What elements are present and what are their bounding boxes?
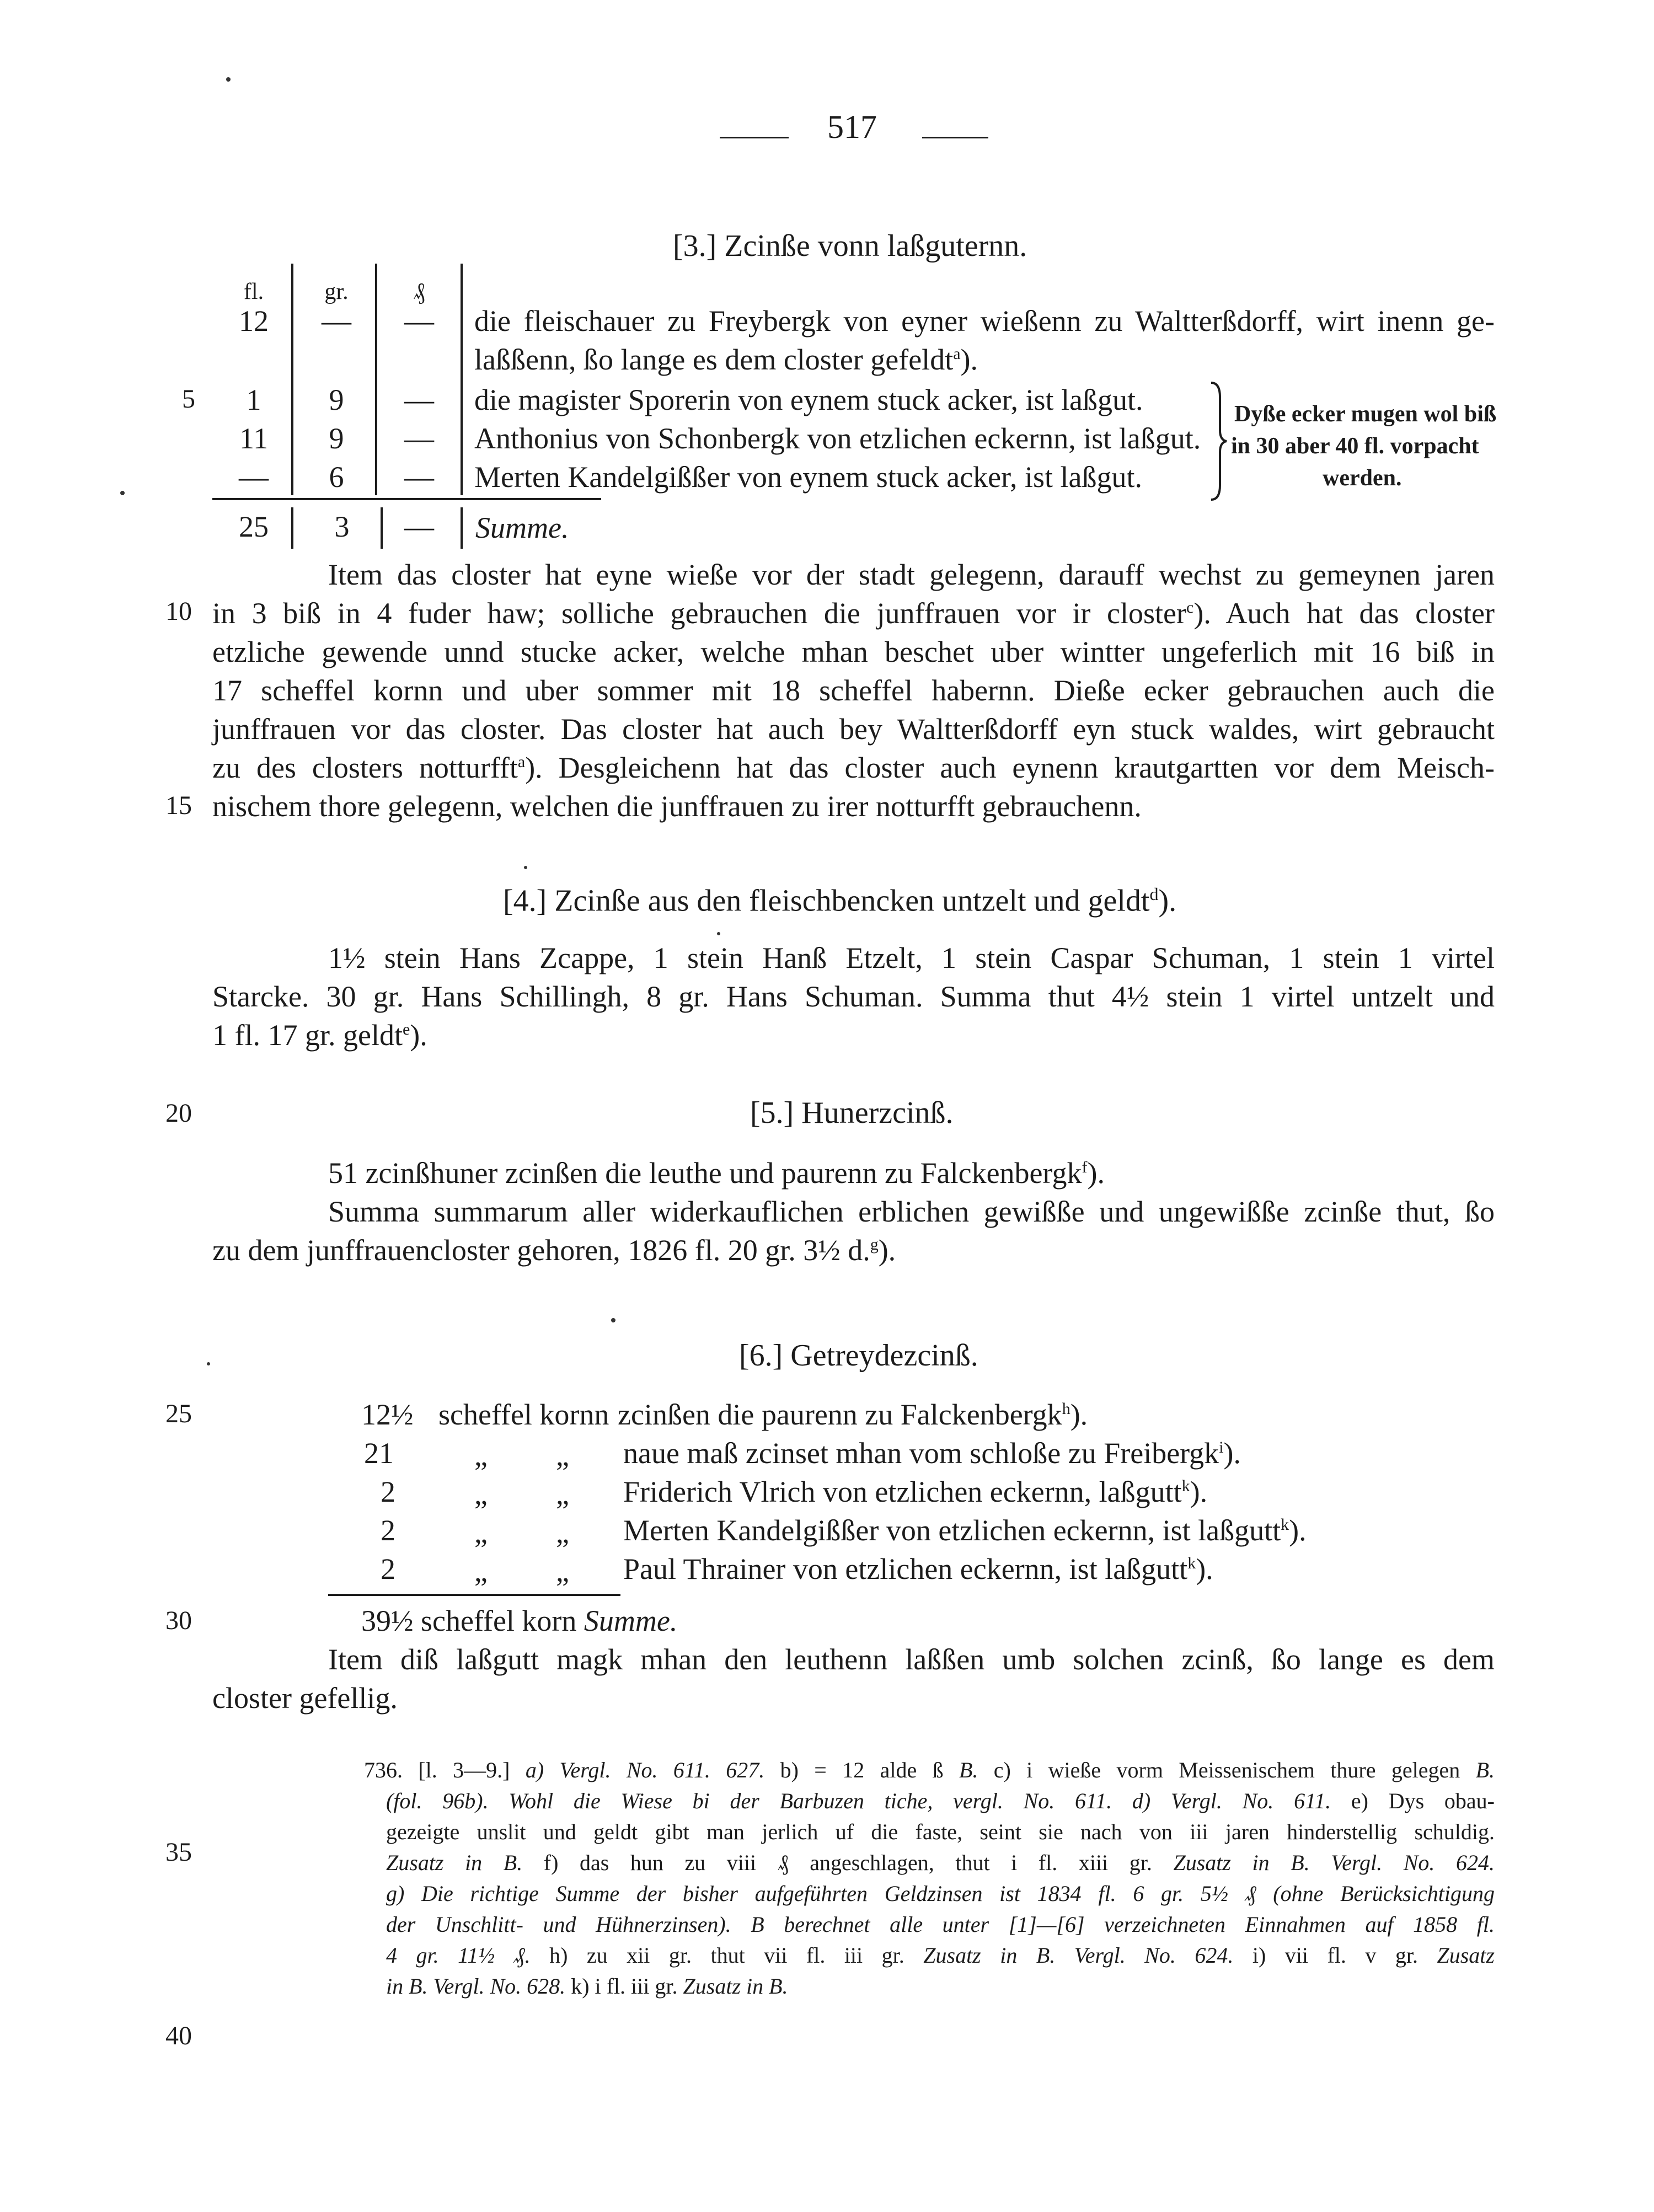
section-6-title: [6.] Getreydezcinß.	[739, 1338, 978, 1373]
row-4-text: Merten Kandelgißßer von eynem stuck acker, ist laßgut.	[474, 460, 1142, 494]
grain-row-2-ditto-1: „	[474, 1439, 488, 1472]
footnote-line	[386, 1945, 1495, 1967]
table-rule-1	[291, 264, 293, 495]
table-rule-2	[375, 264, 377, 495]
line-number-40: 40	[165, 2021, 192, 2050]
section-4-line-3: 1 fl. 17 gr. geldt$^e$).	[212, 1019, 427, 1052]
line-number-30: 30	[165, 1606, 192, 1635]
footnote-line	[386, 1883, 1495, 1905]
footnote-segment: Zusatz in B. Vergl. No. 624.	[1173, 1850, 1495, 1875]
para-3-line-7: nischem thore gelegenn, welchen die junffrauen zu irer notturfft gebrauchenn.	[212, 790, 1142, 823]
row-2-text: die magister Sporerin von eynem stuck acker, ist laßgut.	[474, 383, 1143, 416]
grain-row-4-ditto-2: „	[556, 1516, 569, 1549]
right-brace-icon	[1208, 381, 1230, 502]
row-4-fl: —	[239, 460, 269, 494]
grain-row-1-text: zcinßen die paurenn zu Falckenbergk$^h$).	[618, 1398, 1088, 1431]
footnote-line	[386, 1790, 1495, 1812]
table-rule-sum-2	[381, 507, 383, 549]
section-6-para-line-1: Item diß laßgutt magk mhan den leuthenn laßßen umb solchen zcinß, ßo lange es dem	[328, 1643, 1495, 1676]
sum-fl: 25	[239, 510, 269, 543]
line-number-15: 15	[165, 791, 192, 820]
speck	[207, 1362, 210, 1365]
page-number: 517	[827, 109, 877, 145]
header-rule-left	[720, 137, 789, 138]
row-1-text-line-1: die fleischauer zu Freybergk von eyner wießenn zu Waltterßdorff, wirt inenn ge-	[474, 304, 1495, 338]
grain-row-3-text: Friderich Vlrich von etzlichen eckernn, laßgutt$^k$).	[623, 1475, 1208, 1508]
grain-row-4-text: Merten Kandelgißßer von etzlichen eckernn, ist laßgutt$^k$).	[623, 1514, 1307, 1547]
speck	[717, 932, 720, 935]
side-note-line-2: in 30 aber 40 fl. vorpacht	[1231, 433, 1479, 459]
table-rule-sum-1	[291, 507, 293, 549]
footnote-line	[386, 1914, 1495, 1936]
row-1-gr: —	[322, 304, 351, 338]
grain-row-3-ditto-2: „	[556, 1477, 569, 1511]
footnote-segment: in B. Vergl. No. 628.	[386, 1974, 566, 1999]
row-2-d: —	[404, 383, 434, 416]
grain-sum: 39½ scheffel korn Summe.	[361, 1604, 678, 1637]
grain-row-5-qty: 2	[381, 1552, 395, 1586]
section-4-line-1: 1½ stein Hans Zcappe, 1 stein Hanß Etzelt, 1 stein Caspar Schuman, 1 stein 1 virtel	[328, 941, 1495, 974]
footnote-segment: der Unschlitt- und Hühnerzinsen). B berechnet alle unter [1]—[6] verzeichneten Einnahmen auf 1858 fl.	[386, 1912, 1495, 1937]
row-1-fl: 12	[239, 304, 269, 338]
footnote-segment: 736. [l. 3—9.]	[364, 1758, 526, 1782]
section-6-para-line-2: closter gefellig.	[212, 1681, 398, 1715]
footnote-segment: Zusatz in B.	[386, 1850, 523, 1875]
footnote-segment: Zusatz in B.	[683, 1974, 788, 1999]
col-header-fl: fl.	[243, 279, 264, 304]
footnote-segment: e) Dys obau-	[1331, 1788, 1495, 1813]
table-rule-3	[461, 264, 463, 495]
grain-sum-rule	[328, 1594, 620, 1596]
speck	[524, 866, 527, 869]
grain-row-1-unit: scheffel kornn	[438, 1398, 609, 1431]
para-3-line-6: zu des closters notturfft$^a$). Desgleichenn hat das closter auch eynenn krautgartten vor dem Meisch-	[212, 751, 1495, 784]
grain-row-1-qty: 12½	[361, 1398, 414, 1431]
footnote-segment: (fol. 96b). Wohl die Wiese bi der Barbuzen tiche, vergl. No. 611. d) Vergl. No. 611.	[386, 1788, 1331, 1813]
col-header-pf: ₰	[413, 279, 425, 304]
grain-row-4-qty: 2	[381, 1514, 395, 1547]
grain-row-2-text: naue maß zcinset mhan vom schloße zu Freibergk$^i$).	[623, 1437, 1241, 1470]
speck	[611, 1318, 615, 1322]
row-3-fl: 11	[239, 422, 268, 455]
footnote-segment: B.	[1475, 1758, 1495, 1782]
row-4-d: —	[404, 460, 434, 494]
sum-d: —	[404, 510, 434, 543]
row-2-gr: 9	[329, 383, 344, 416]
footnote-line	[364, 1759, 1495, 1781]
footnote-segment: h) zu xii gr. thut vii fl. iii gr.	[530, 1943, 924, 1968]
grain-row-5-ditto-2: „	[556, 1555, 569, 1588]
col-header-gr: gr.	[324, 279, 349, 304]
section-4-line-2: Starcke. 30 gr. Hans Schillingh, 8 gr. Hans Schuman. Summa thut 4½ stein 1 virtel untzelt und	[212, 980, 1495, 1013]
footnote-line	[386, 1852, 1495, 1874]
section-4-title: [4.] Zcinße aus den fleischbencken untzelt und geldt$^d$).	[503, 883, 1177, 918]
footnote-segment: i) vii fl. v gr.	[1233, 1943, 1437, 1968]
footnote-segment: b) = 12 alde ß	[764, 1758, 959, 1782]
speck	[120, 491, 125, 495]
grain-row-3-ditto-1: „	[474, 1477, 488, 1511]
footnote-segment: 4 gr. 11½ ₰.	[386, 1943, 531, 1968]
para-3-line-3: etzliche gewende unnd stucke acker, welche mhan beschet uber wintter ungeferlich mit 16 biß in	[212, 635, 1495, 668]
footnote-segment: B.	[959, 1758, 978, 1782]
row-4-gr: 6	[329, 460, 344, 494]
section-5-line-3: zu dem junffrauencloster gehoren, 1826 fl. 20 gr. 3½ d.$^g$).	[212, 1234, 896, 1267]
para-3-line-2: in 3 biß in 4 fuder haw; solliche gebrauchen die junffrauen vor ir closter$^c$). Auch hat das closter	[212, 597, 1495, 630]
table-rule-sum-3	[461, 507, 463, 549]
line-number-25: 25	[165, 1399, 192, 1428]
sum-gr: 3	[334, 510, 350, 543]
speck	[226, 77, 231, 82]
section-5-line-2: Summa summarum aller widerkauflichen erblichen gewißße und ungewißße zcinße thut, ßo	[328, 1195, 1495, 1228]
para-3-line-5: junffrauen vor das closter. Das closter hat auch bey Waltterßdorff eyn stuck waldes, wirt gebraucht	[212, 713, 1495, 746]
footnote-segment: Zusatz	[1437, 1943, 1495, 1968]
grain-row-2-qty: 21	[364, 1437, 394, 1470]
footnote-line	[386, 1821, 1495, 1843]
footnote-segment: Zusatz in B. Vergl. No. 624.	[923, 1943, 1234, 1968]
row-3-text: Anthonius von Schonbergk von etzlichen eckernn, ist laßgut.	[474, 422, 1201, 455]
section-5-title: [5.] Hunerzcinß.	[750, 1096, 954, 1130]
side-note-line-1: Dyße ecker mugen wol biß	[1234, 401, 1497, 427]
para-3-line-4: 17 scheffel kornn und uber sommer mit 18 scheffel habernn. Dieße ecker gebrauchen auch die	[212, 674, 1495, 707]
row-2-fl: 1	[246, 383, 261, 416]
row-1-d: —	[404, 304, 434, 338]
footnote-segment: g) Die richtige Summe der bisher aufgeführten Geldzinsen ist 1834 fl. 6 gr. 5½ ₰ (ohne Berücksichtigung	[386, 1881, 1495, 1906]
line-number-10: 10	[165, 597, 192, 626]
grain-row-3-qty: 2	[381, 1475, 395, 1508]
row-3-gr: 9	[329, 422, 344, 455]
sum-rule	[212, 498, 601, 500]
line-number-5: 5	[182, 384, 195, 414]
footnote-segment: f) das hun zu viii ₰ angeschlagen, thut i fl. xiii gr.	[522, 1850, 1174, 1875]
grain-row-2-ditto-2: „	[556, 1439, 569, 1472]
sum-label: Summe.	[475, 511, 569, 544]
line-number-35: 35	[165, 1838, 192, 1867]
grain-row-4-ditto-1: „	[474, 1516, 488, 1549]
grain-row-5-ditto-1: „	[474, 1555, 488, 1588]
line-number-20: 20	[165, 1099, 192, 1128]
footnote-line	[386, 1975, 788, 1997]
header-rule-right	[922, 137, 988, 138]
footnote-segment: k) i fl. iii gr.	[565, 1974, 683, 1999]
section-5-line-1: 51 zcinßhuner zcinßen die leuthe und paurenn zu Falckenbergk$^f$).	[328, 1156, 1105, 1190]
grain-row-5-text: Paul Thrainer von etzlichen eckernn, ist laßgutt$^k$).	[623, 1552, 1213, 1586]
para-3-line-1: Item das closter hat eyne wieße vor der stadt gelegenn, darauff wechst zu gemeynen jaren	[328, 558, 1495, 591]
row-3-d: —	[404, 422, 434, 455]
footnote-segment: a) Vergl. No. 611. 627.	[525, 1758, 765, 1782]
footnote-segment: c) i wieße vorm Meissenischem thure gelegen	[978, 1758, 1476, 1782]
row-1-text-line-2: laßßenn, ßo lange es dem closter gefeldt$^a$).	[474, 343, 978, 376]
section-3-title: [3.] Zcinße vonn laßguternn.	[673, 229, 1027, 263]
footnote-segment: gezeigte unslit und geldt gibt man jerlich uf die faste, seint sie nach von iii jaren hinderstellig schuldig.	[386, 1819, 1495, 1844]
side-note-line-3: werden.	[1323, 465, 1402, 491]
